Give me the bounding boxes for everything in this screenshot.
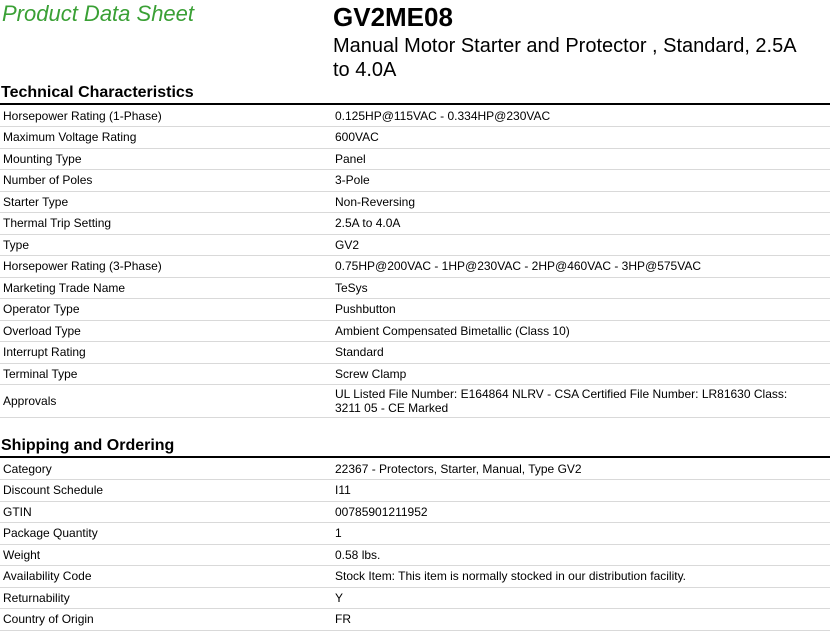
row-label: Terminal Type xyxy=(0,363,335,385)
row-label: Number of Poles xyxy=(0,170,335,192)
table-row xyxy=(0,363,830,385)
row-value: 00785901211952 xyxy=(335,501,830,523)
row-label: Returnability xyxy=(0,587,335,609)
row-label: Country of Origin xyxy=(0,609,335,631)
table-row xyxy=(0,544,830,566)
row-label: Marketing Trade Name xyxy=(0,277,335,299)
product-description: Manual Motor Starter and Protector , Standard, 2.5A to 4.0A xyxy=(333,35,796,81)
row-label: Category xyxy=(0,458,335,480)
table-row xyxy=(0,501,830,523)
row-value: Screw Clamp xyxy=(335,363,830,385)
row-value: Y xyxy=(335,587,830,609)
row-value: TeSys xyxy=(335,277,830,299)
row-value: I11 xyxy=(335,480,830,502)
row-value: 2.5A to 4.0A xyxy=(335,213,830,235)
row-label: Starter Type xyxy=(0,191,335,213)
row-label: Type xyxy=(0,234,335,256)
row-value: 600VAC xyxy=(335,127,830,149)
table-row xyxy=(0,256,830,278)
table-row xyxy=(0,105,830,127)
shipping-ordering-section xyxy=(0,436,830,631)
row-value: 1 xyxy=(335,523,830,545)
table-row xyxy=(0,587,830,609)
row-value: 0.58 lbs. xyxy=(335,544,830,566)
row-value: 22367 - Protectors, Starter, Manual, Type GV2 xyxy=(335,458,830,480)
row-label: Availability Code xyxy=(0,566,335,588)
row-label: Horsepower Rating (1-Phase) xyxy=(0,105,335,127)
section-title: Shipping and Ordering xyxy=(0,436,830,458)
row-value: Pushbutton xyxy=(335,299,830,321)
row-value: 0.125HP@115VAC - 0.334HP@230VAC xyxy=(335,105,830,127)
row-label: Maximum Voltage Rating xyxy=(0,127,335,149)
part-number: GV2ME08 xyxy=(333,2,453,32)
row-value: Non-Reversing xyxy=(335,191,830,213)
document-type-title: Product Data Sheet xyxy=(2,1,195,26)
row-label: Interrupt Rating xyxy=(0,342,335,364)
table-row xyxy=(0,170,830,192)
table-row xyxy=(0,299,830,321)
shipping-ordering-table xyxy=(0,458,830,631)
table-row xyxy=(0,480,830,502)
row-value: Stock Item: This item is normally stocked in our distribution facility. xyxy=(335,566,830,588)
table-row xyxy=(0,234,830,256)
section-title: Technical Characteristics xyxy=(0,83,830,105)
row-label: GTIN xyxy=(0,501,335,523)
row-value: FR xyxy=(335,609,830,631)
row-label: Thermal Trip Setting xyxy=(0,213,335,235)
row-label: Mounting Type xyxy=(0,148,335,170)
row-label: Operator Type xyxy=(0,299,335,321)
table-row xyxy=(0,191,830,213)
table-row xyxy=(0,523,830,545)
row-value: 0.75HP@200VAC - 1HP@230VAC - 2HP@460VAC - 3HP@575VAC xyxy=(335,256,830,278)
table-row xyxy=(0,566,830,588)
table-row xyxy=(0,385,830,418)
row-value: GV2 xyxy=(335,234,830,256)
row-value: 3-Pole xyxy=(335,170,830,192)
table-row xyxy=(0,320,830,342)
table-row xyxy=(0,127,830,149)
row-value: UL Listed File Number: E164864 NLRV - CSA Certified File Number: LR81630 Class: 3211 05 - CE Marked xyxy=(335,385,830,418)
table-row xyxy=(0,277,830,299)
row-label: Weight xyxy=(0,544,335,566)
row-value: Ambient Compensated Bimetallic (Class 10) xyxy=(335,320,830,342)
technical-characteristics-section xyxy=(0,83,830,418)
row-label: Approvals xyxy=(0,385,335,418)
table-row xyxy=(0,458,830,480)
row-label: Horsepower Rating (3-Phase) xyxy=(0,256,335,278)
technical-characteristics-table xyxy=(0,105,830,418)
table-row xyxy=(0,213,830,235)
row-label: Overload Type xyxy=(0,320,335,342)
row-value: Standard xyxy=(335,342,830,364)
row-value: Panel xyxy=(335,148,830,170)
row-label: Discount Schedule xyxy=(0,480,335,502)
table-row xyxy=(0,342,830,364)
row-label: Package Quantity xyxy=(0,523,335,545)
table-row xyxy=(0,609,830,631)
table-row xyxy=(0,148,830,170)
